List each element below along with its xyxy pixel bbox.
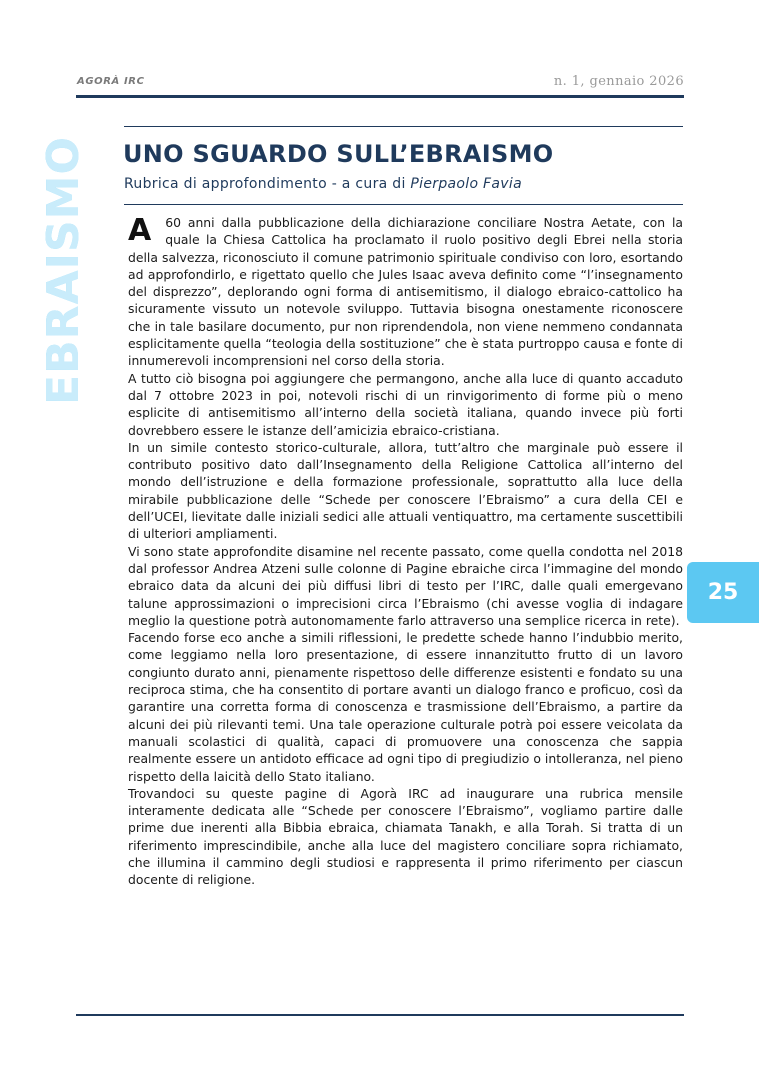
article-title: UNO SGUARDO SULL’EBRAISMO — [123, 140, 554, 168]
paragraph-text: 60 anni dalla pubblicazione della dichiarazione conciliare Nostra Aetate, con la quale la Chiesa Cattolica ha proclamato il ruolo positivo degli Ebrei nella storia della salvezza, riconosciuto il comune patrimonio spirituale condiviso con loro, esortando ad approfondirlo, e rigettato quello che Jules Isaac aveva definito come “l’insegnamento del disprezzo”, deplorando ogni forma di antisemitismo, il dialogo ebraico-cattolico ha sicuramente vissuto un notevole sviluppo. Tuttavia bisogna onestamente riconoscere che in tale basilare documento, pur non riprendendola, non viene nemmeno condannata esplicitamente quella “teologia della sostituzione” che è stata purtroppo causa e fonte di innumerevoli incomprensioni nel corso della storia. — [128, 215, 683, 369]
article-subtitle — [124, 176, 522, 192]
article-body — [128, 214, 683, 889]
page-number-tab — [687, 562, 759, 623]
page-number: 25 — [707, 580, 739, 605]
subtitle-prefix: Rubrica di approfondimento - a cura di — [124, 176, 411, 192]
paragraph: In un simile contesto storico-culturale, allora, tutt’altro che marginale può essere il contributo positivo dato dall’Insegnamento della Religione Cattolica all’interno del mondo dell’istruzione e della formazione professionale, soprattutto alla luce della mirabile pubblicazione delle “Schede per conoscere l’Ebraismo” a cura della CEI e dell’UCEI, lievitate dalle iniziali sedici alle attuali ventiquattro, ma certamente suscettibili di ulteriori ampliamenti. — [128, 439, 683, 542]
paragraph: A tutto ciò bisogna poi aggiungere che permangono, anche alla luce di quanto accaduto dal 7 ottobre 2023 in poi, notevoli rischi di un rinvigorimento di forme più o meno esplicite di antisemitismo all’interno della società italiana, quando invece più forti dovrebbero essere le istanze dell’amicizia ebraico-cristiana. — [128, 370, 683, 438]
author-name: Pierpaolo Favia — [410, 176, 522, 192]
title-divider-top — [124, 126, 683, 127]
issue-label: n. 1, gennaio 2026 — [553, 74, 684, 89]
footer-divider — [76, 1014, 684, 1016]
paragraph — [128, 214, 683, 370]
paragraph: Vi sono state approfondite disamine nel recente passato, come quella condotta nel 2018 dal professor Andrea Atzeni sulle colonne di Pagine ebraiche circa l’immagine del mondo ebraico data da alcuni dei più diffusi libri di testo per l’IRC, dalle quali emergevano talune approssimazioni o imprecisioni circa l’Ebraismo (chi avesse voglia di indagare meglio la questione potrà autonomamente farlo attraverso una semplice ricerca in rete). — [128, 543, 683, 628]
paragraph: Trovandoci su queste pagine di Agorà IRC ad inaugurare una rubrica mensile interamente dedicata alle “Schede per conoscere l’Ebraismo”, vogliamo partire dalle prime due inerenti alla Bibbia ebraica, chiamata Tanakh, e alla Torah. Si tratta di un riferimento imprescindibile, anche alla luce del magistero conciliare sopra richiamato, che illumina il cammino degli studiosi e rappresenta il primo riferimento per ciascun docente di religione. — [128, 785, 683, 888]
drop-cap: A — [128, 213, 152, 248]
header-divider — [76, 95, 684, 98]
publication-name: AGORÀ IRC — [77, 76, 145, 87]
section-label — [33, 136, 93, 405]
section-label-text: EBRAISMO — [37, 136, 89, 405]
title-divider-bottom — [124, 204, 683, 205]
paragraph: Facendo forse eco anche a simili riflessioni, le predette schede hanno l’indubbio merito, come leggiamo nella loro presentazione, di essere innanzitutto frutto di un lavoro congiunto durato anni, pienamente rispettoso delle differenze esistenti e fondato su una reciproca stima, che ha consentito di portare avanti un dialogo franco e proficuo, così da garantire una corretta forma di conoscenza e trasmissione dell’Ebraismo, a partire da alcuni dei più rilevanti temi. Una tale operazione culturale potrà poi essere veicolata da manuali scolastici di qualità, capaci di promuovere una conoscenza che sappia realmente essere un antidoto efficace ad ogni tipo di pregiudizio o intolleranza, nel pieno rispetto della laicità dello Stato italiano. — [128, 630, 683, 784]
